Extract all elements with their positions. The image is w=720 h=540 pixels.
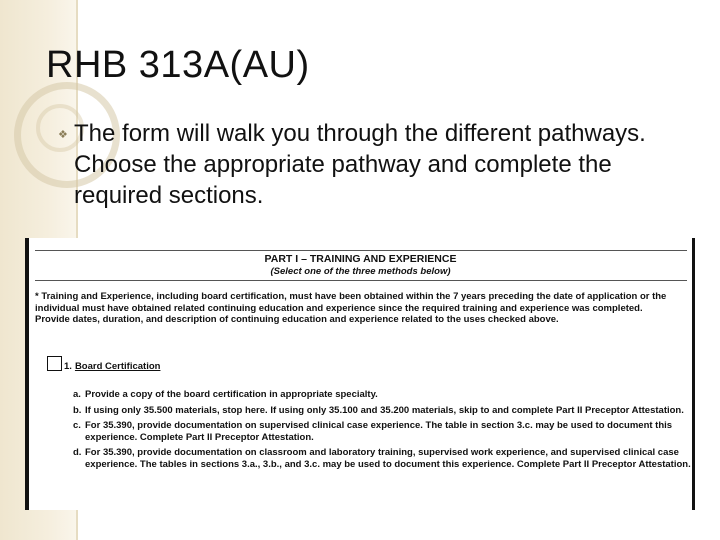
- bullet-text: The form will walk you through the different pathways. Choose the appropriate pathway and complete the required sections.: [74, 120, 646, 209]
- form-divider-top: [35, 250, 687, 251]
- item-text: For 35.390, provide documentation on supervised clinical case experience. The table in section 3.c. may be used to document this experience. Complete Part II Preceptor Attestation.: [85, 420, 673, 443]
- item-letter: d.: [73, 447, 82, 459]
- form-subheading: (Select one of the three methods below): [270, 266, 451, 277]
- option-title: Board Certification: [74, 361, 161, 372]
- form-heading: PART I – TRAINING AND EXPERIENCE: [264, 253, 457, 265]
- list-item: [73, 420, 693, 443]
- form-note: * Training and Experience, including board certification, must have been obtained within the 7 years preceding the date of application or the individual must have obtained related continuing education and experience since the required training and experience was completed. Provide dates, duration, and description of continuing education and experience related to the uses checked above.: [35, 291, 667, 326]
- option-label: [64, 361, 160, 372]
- bullet-icon: ❖: [58, 129, 68, 141]
- item-letter: c.: [73, 420, 81, 432]
- item-text: Provide a copy of the board certification in appropriate specialty.: [85, 389, 378, 400]
- form-divider: [35, 280, 687, 281]
- item-text: For 35.390, provide documentation on classroom and laboratory training, supervised work experience, and supervised clinical case experience. The tables in sections 3.a., 3.b., and 3.c. may be used to document this experience. Complete Part II Preceptor Attestation.: [85, 447, 691, 470]
- slide-title: RHB 313A(AU): [46, 44, 310, 86]
- form-excerpt-image: [25, 238, 695, 510]
- bullet-item: [58, 118, 678, 211]
- checkbox-icon: [47, 356, 62, 371]
- item-text: If using only 35.500 materials, stop here. If using only 35.100 and 35.200 materials, skip to and complete Part II Preceptor Attestation.: [85, 404, 684, 416]
- list-item: [73, 447, 693, 470]
- item-letter: a.: [73, 389, 81, 400]
- list-item: [73, 405, 693, 417]
- item-letter: b.: [73, 404, 82, 416]
- list-item: [73, 389, 693, 401]
- option-number: 1.: [64, 361, 72, 372]
- option-items-list: [73, 389, 693, 475]
